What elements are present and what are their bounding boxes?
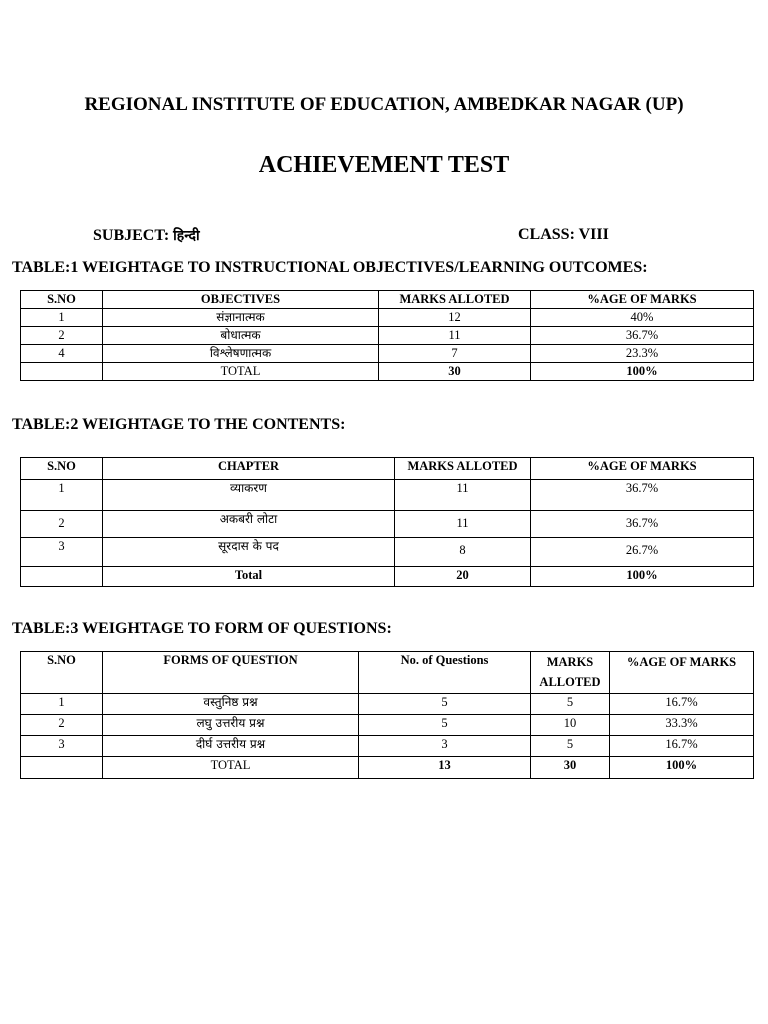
table-cell: अकबरी लोटा [103, 511, 395, 538]
header-cell: FORMS OF QUESTION [103, 652, 359, 694]
class-line [518, 226, 609, 244]
table3-heading: TABLE:3 WEIGHTAGE TO FORM OF QUESTIONS: [12, 620, 392, 637]
table-cell: 2 [21, 327, 103, 345]
table-total-row [21, 567, 754, 587]
table-row [21, 327, 754, 345]
header-cell: MARKS ALLOTED [395, 458, 531, 480]
table-cell: लघु उत्तरीय प्रश्न [103, 715, 359, 736]
header-cell: S.NO [21, 291, 103, 309]
table-cell: सूरदास के पद [103, 538, 395, 567]
header-cell: %AGE OF MARKS [531, 291, 754, 309]
table-row [21, 309, 754, 327]
table-cell: बोधात्मक [103, 327, 379, 345]
table-cell [21, 757, 103, 779]
table-cell: दीर्घ उत्तरीय प्रश्न [103, 736, 359, 757]
table1-heading: TABLE:1 WEIGHTAGE TO INSTRUCTIONAL OBJECTIVES/LEARNING OUTCOMES: [12, 259, 648, 276]
table-cell: 3 [359, 736, 531, 757]
table-row [21, 538, 754, 567]
table-cell: 5 [359, 715, 531, 736]
table-cell: 36.7% [531, 511, 754, 538]
table-cell: वस्तुनिष्ठ प्रश्न [103, 694, 359, 715]
total-marks: 30 [379, 363, 531, 381]
table-cell: 26.7% [531, 538, 754, 567]
total-percent: 100% [531, 567, 754, 587]
table-header-row [21, 291, 754, 309]
table-cell: 36.7% [531, 480, 754, 511]
table-cell: 11 [395, 511, 531, 538]
total-marks: 20 [395, 567, 531, 587]
table2-contents [20, 457, 754, 587]
class-value: VIII [578, 226, 609, 243]
total-label: TOTAL [103, 363, 379, 381]
table-cell [21, 567, 103, 587]
header-cell: MARKS ALLOTED [379, 291, 531, 309]
header-cell: %AGE OF MARKS [610, 652, 754, 694]
table-cell: 1 [21, 694, 103, 715]
header-cell: MARKS ALLOTED [531, 652, 610, 694]
table-total-row [21, 363, 754, 381]
table-row [21, 715, 754, 736]
table-header-row [21, 458, 754, 480]
table-cell: 4 [21, 345, 103, 363]
header-cell: S.NO [21, 458, 103, 480]
table-cell: 1 [21, 480, 103, 511]
total-percent: 100% [610, 757, 754, 779]
class-label: CLASS: [518, 226, 575, 243]
table-cell [21, 363, 103, 381]
total-label: Total [103, 567, 395, 587]
table-cell: 16.7% [610, 694, 754, 715]
table-cell: व्याकरण [103, 480, 395, 511]
table-cell: 5 [531, 694, 610, 715]
total-marks: 30 [531, 757, 610, 779]
table3-question-forms [20, 651, 754, 779]
table-cell: 36.7% [531, 327, 754, 345]
table-cell: संज्ञानात्मक [103, 309, 379, 327]
table-cell: 5 [531, 736, 610, 757]
table-header-row [21, 652, 754, 694]
total-label: TOTAL [103, 757, 359, 779]
table-cell: 11 [379, 327, 531, 345]
table-cell: 11 [395, 480, 531, 511]
table2-heading: TABLE:2 WEIGHTAGE TO THE CONTENTS: [12, 416, 346, 433]
table-total-row [21, 757, 754, 779]
institute-name: REGIONAL INSTITUTE OF EDUCATION, AMBEDKAR NAGAR (UP) [84, 94, 684, 115]
total-questions: 13 [359, 757, 531, 779]
table-cell: विश्लेषणात्मक [103, 345, 379, 363]
header-cell: No. of Questions [359, 652, 531, 694]
table-cell: 2 [21, 511, 103, 538]
table-row [21, 694, 754, 715]
table-row [21, 480, 754, 511]
header-cell: %AGE OF MARKS [531, 458, 754, 480]
table-cell: 5 [359, 694, 531, 715]
table-cell: 8 [395, 538, 531, 567]
test-title: ACHIEVEMENT TEST [258, 152, 510, 178]
table-cell: 12 [379, 309, 531, 327]
table-cell: 10 [531, 715, 610, 736]
table-cell: 33.3% [610, 715, 754, 736]
header-cell: OBJECTIVES [103, 291, 379, 309]
table-cell: 40% [531, 309, 754, 327]
table-row [21, 736, 754, 757]
table-cell: 2 [21, 715, 103, 736]
table-cell: 23.3% [531, 345, 754, 363]
subject-value: हिन्दी [173, 228, 200, 244]
header-cell: CHAPTER [103, 458, 395, 480]
header-cell: S.NO [21, 652, 103, 694]
subject-label: SUBJECT: [93, 227, 170, 244]
table1-objectives [20, 290, 754, 381]
table-cell: 16.7% [610, 736, 754, 757]
table-cell: 3 [21, 736, 103, 757]
table-cell: 1 [21, 309, 103, 327]
total-percent: 100% [531, 363, 754, 381]
table-cell: 7 [379, 345, 531, 363]
subject-line [93, 226, 200, 245]
table-row [21, 511, 754, 538]
table-cell: 3 [21, 538, 103, 567]
table-row [21, 345, 754, 363]
